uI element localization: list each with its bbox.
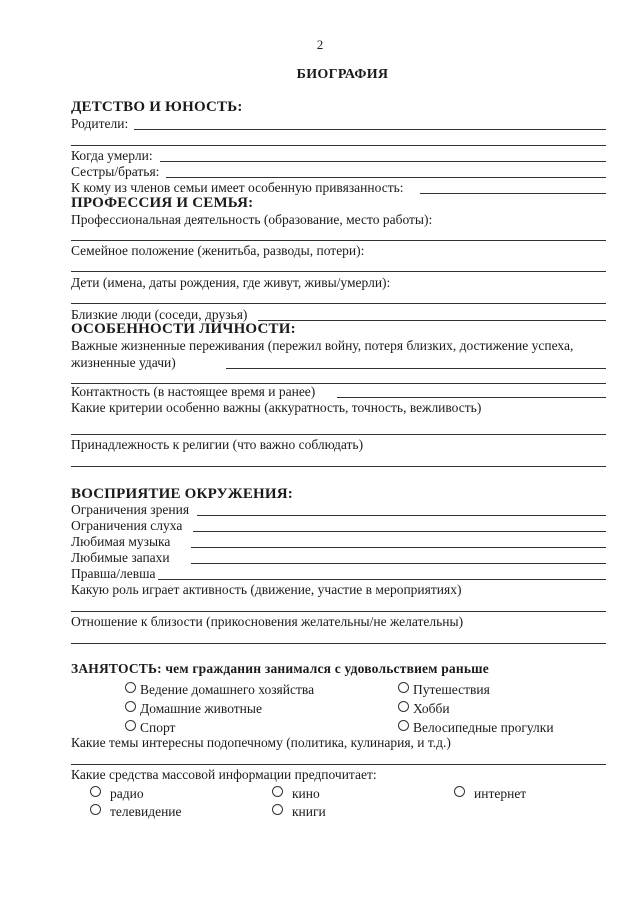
experiences-label: Важные жизненные переживания (пережил войну, потеря близких, достижение успеха,: [71, 338, 574, 353]
media-option-tv[interactable]: [90, 804, 182, 820]
media-option-books[interactable]: [272, 804, 326, 820]
occupation-heading-bold: ЗАНЯТОСТЬ:: [71, 661, 162, 676]
radio-circle-icon[interactable]: [454, 786, 465, 797]
marital-label: Семейное положение (женитьба, разводы, потери):: [71, 243, 365, 258]
when-died-field[interactable]: [160, 161, 606, 162]
siblings-field[interactable]: [166, 177, 606, 178]
section-heading-occupation: [71, 661, 489, 677]
vision-label: Ограничения зрения: [71, 502, 190, 517]
option-housekeeping[interactable]: [125, 682, 314, 698]
closeness-field[interactable]: [71, 643, 606, 644]
activity-field[interactable]: [71, 611, 606, 612]
option-travel[interactable]: [398, 682, 490, 698]
media-option-internet[interactable]: [454, 786, 526, 802]
occupation-heading-rest: чем гражданин занимался с удовольствием раньше: [161, 661, 489, 676]
criteria-label: Какие критерии особенно важны (аккуратность, точность, вежливость): [71, 400, 482, 415]
music-field[interactable]: [191, 547, 606, 548]
option-pets[interactable]: [125, 701, 262, 717]
media-option-radio[interactable]: [90, 786, 144, 802]
page-number: 2: [316, 37, 324, 52]
work-label: Профессиональная деятельность (образование, место работы):: [71, 212, 433, 227]
close-people-field[interactable]: [258, 320, 606, 321]
option-label: радио: [110, 786, 144, 801]
when-died-label: Когда умерли:: [71, 148, 153, 163]
radio-circle-icon[interactable]: [125, 682, 136, 693]
children-label: Дети (имена, даты рождения, где живут, живы/умерли):: [71, 275, 391, 290]
media-option-cinema[interactable]: [272, 786, 320, 802]
option-sport[interactable]: [125, 720, 175, 736]
closeness-label: Отношение к близости (прикосновения желательны/не желательны): [71, 614, 464, 629]
option-label: телевидение: [110, 804, 182, 819]
hearing-label: Ограничения слуха: [71, 518, 183, 533]
siblings-label: Сестры/братья:: [71, 164, 160, 179]
criteria-field[interactable]: [71, 434, 606, 435]
media-label: Какие средства массовой информации предпочитает:: [71, 767, 377, 782]
radio-circle-icon[interactable]: [272, 786, 283, 797]
attachment-label: К кому из членов семьи имеет особенную привязанность:: [71, 180, 404, 195]
marital-field[interactable]: [71, 271, 606, 272]
option-label: интернет: [474, 786, 527, 801]
radio-circle-icon[interactable]: [272, 804, 283, 815]
smells-field[interactable]: [191, 563, 606, 564]
radio-circle-icon[interactable]: [398, 682, 409, 693]
radio-circle-icon[interactable]: [125, 720, 136, 731]
attachment-field[interactable]: [420, 193, 606, 194]
parents-field[interactable]: [134, 129, 606, 130]
radio-circle-icon[interactable]: [398, 720, 409, 731]
topics-field[interactable]: [71, 764, 606, 765]
hand-field[interactable]: [158, 579, 606, 580]
contact-label: Контактность (в настоящее время и ранее): [71, 384, 316, 399]
option-label: Домашние животные: [140, 701, 262, 716]
parents-label: Родители:: [71, 116, 129, 131]
option-label: Спорт: [140, 720, 176, 735]
religion-label: Принадлежность к религии (что важно соблюдать): [71, 437, 364, 452]
option-label: Путешествия: [413, 682, 490, 697]
radio-circle-icon[interactable]: [90, 786, 101, 797]
hand-label: Правша/левша: [71, 566, 156, 581]
hearing-field[interactable]: [193, 531, 606, 532]
option-cycling[interactable]: [398, 720, 554, 736]
section-heading-profession: ПРОФЕССИЯ И СЕМЬЯ:: [71, 195, 254, 211]
activity-label: Какую роль играет активность (движение, участие в мероприятиях): [71, 582, 462, 597]
music-label: Любимая музыка: [71, 534, 171, 549]
section-heading-personality: ОСОБЕННОСТИ ЛИЧНОСТИ:: [71, 321, 296, 337]
close-people-label: Близкие люди (соседи, друзья): [71, 307, 248, 322]
option-label: Хобби: [413, 701, 450, 716]
radio-circle-icon[interactable]: [90, 804, 101, 815]
vision-field[interactable]: [197, 515, 606, 516]
experiences-field[interactable]: [226, 368, 606, 369]
smells-label: Любимые запахи: [71, 550, 170, 565]
radio-circle-icon[interactable]: [398, 701, 409, 712]
option-label: Ведение домашнего хозяйства: [140, 682, 315, 697]
contact-field[interactable]: [337, 397, 606, 398]
topics-label: Какие темы интересны подопечному (политика, кулинария, и т.д.): [71, 735, 451, 750]
children-field[interactable]: [71, 303, 606, 304]
experiences-label-cont: жизненные удачи): [71, 355, 176, 370]
religion-field[interactable]: [71, 466, 606, 467]
section-heading-perception: ВОСПРИЯТИЕ ОКРУЖЕНИЯ:: [71, 486, 293, 502]
radio-circle-icon[interactable]: [125, 701, 136, 712]
work-field[interactable]: [71, 240, 606, 241]
section-heading-childhood: ДЕТСТВО И ЮНОСТЬ:: [71, 99, 243, 115]
page-title: БИОГРАФИЯ: [296, 67, 389, 82]
option-label: книги: [292, 804, 326, 819]
option-label: кино: [292, 786, 320, 801]
parents-field-line-2[interactable]: [71, 145, 606, 146]
option-label: Велосипедные прогулки: [413, 720, 554, 735]
option-hobby[interactable]: [398, 701, 450, 717]
